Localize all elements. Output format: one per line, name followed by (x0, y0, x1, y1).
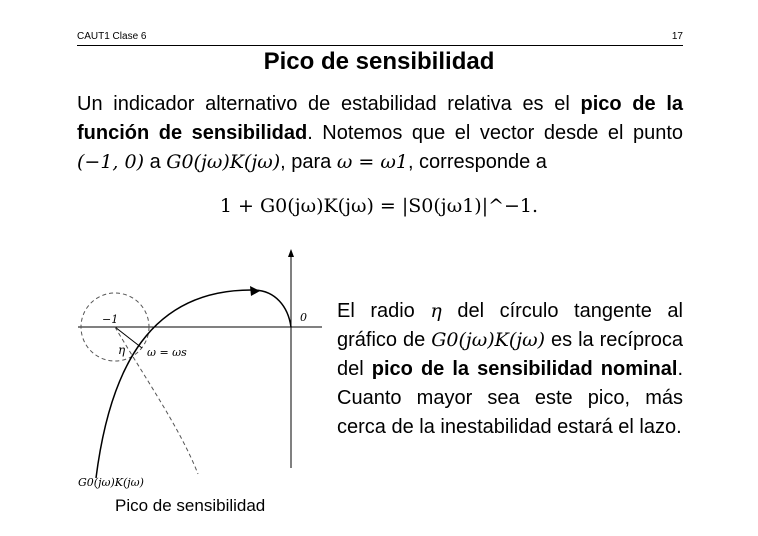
explanation-text-1: El radio (337, 300, 431, 322)
label-loop-curve: G0(jω)K(jω) (78, 476, 144, 489)
label-eta: η (118, 343, 126, 357)
intro-math-omega: ω = ω1 (336, 151, 408, 173)
explanation-math-eta: η (430, 300, 442, 322)
nyquist-figure (70, 248, 330, 493)
intro-text-2: . Notemos que el vector desde el punto (307, 122, 683, 144)
slide-title: Pico de sensibilidad (263, 48, 495, 75)
curve-arrow (250, 286, 260, 296)
explanation-text-2: del círculo tangente al gráfico de (337, 300, 683, 351)
course-label: CAUT1 Clase 6 (77, 31, 147, 42)
explanation-text-4: . Cuanto mayor sea este pico, más cerca de la inestabilidad estará el lazo. (337, 358, 683, 438)
label-zero: 0 (300, 311, 307, 324)
intro-text-3: a (144, 151, 167, 173)
intro-text-1: Un indicador alternativo de estabilidad relativa es el (77, 93, 581, 115)
imag-axis-arrow (288, 249, 294, 257)
label-omega: ω = ωs (147, 346, 187, 359)
explanation-math-loop: G0(jω)K(jω) (431, 329, 546, 351)
intro-text-4: , para (280, 151, 337, 173)
explanation-paragraph (337, 297, 683, 442)
intro-paragraph (77, 90, 683, 177)
sensitivity-equation: 1 + G0(jω)K(jω) = |S0(jω1)|^−1. (219, 195, 539, 217)
intro-bold-term: pico de la función de sensibilidad (77, 93, 683, 144)
intro-math-loop: G0(jω)K(jω) (166, 151, 281, 173)
figure-caption: Pico de sensibilidad (115, 496, 266, 515)
slide-header (77, 31, 683, 45)
page-number: 17 (671, 31, 683, 42)
intro-math-point: (−1, 0) (77, 151, 145, 173)
label-minus-one: −1 (102, 313, 119, 326)
nyquist-curve (96, 290, 291, 478)
explanation-bold-term: pico de la sensibilidad nominal (371, 358, 678, 380)
intro-text-5: , corresponde a (407, 151, 547, 173)
explanation-text-3: es la recíproca del (337, 329, 683, 380)
header-rule (77, 45, 683, 46)
